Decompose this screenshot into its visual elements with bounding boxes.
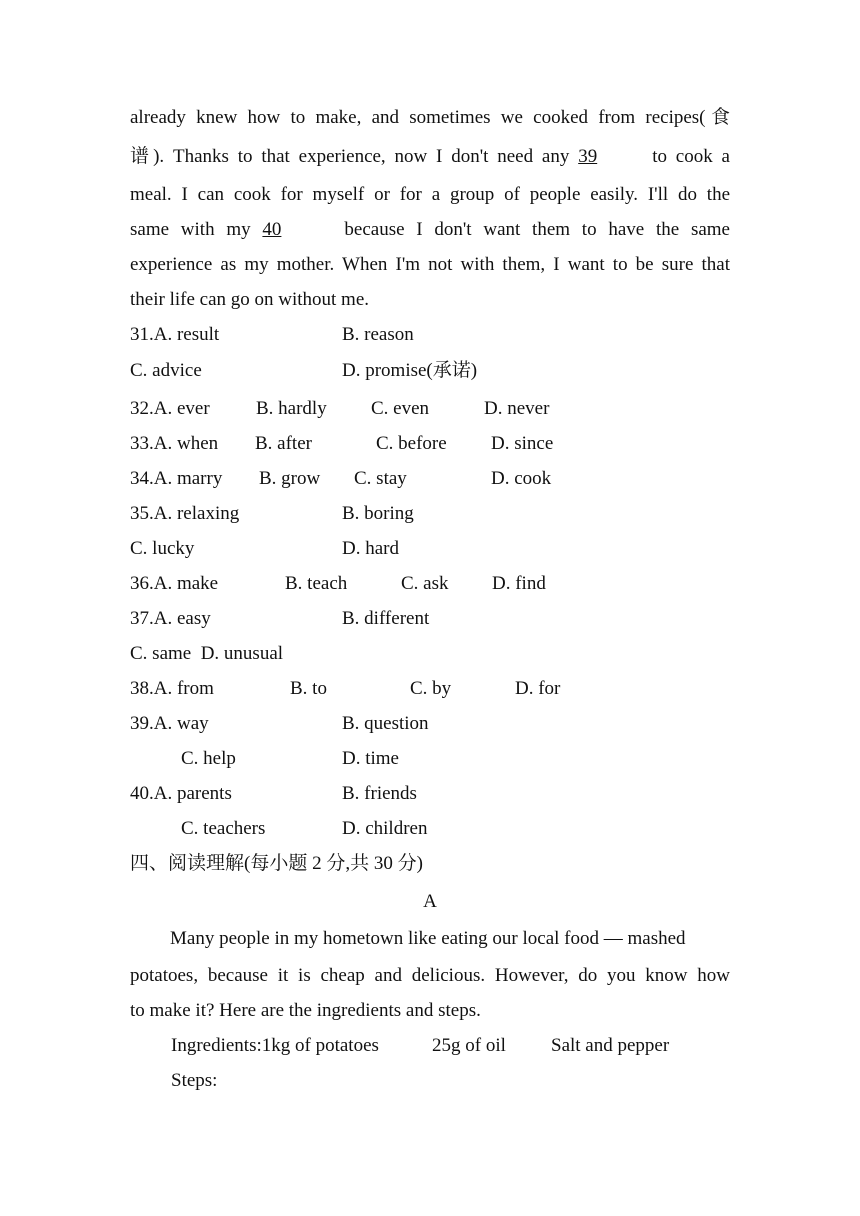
- q33-option-a: 33.A. when: [130, 433, 219, 454]
- passage-line-4: [130, 218, 730, 242]
- blank-39: 39: [578, 146, 598, 167]
- q40-option-d: D. children: [342, 818, 428, 839]
- passage-line-2: [130, 145, 730, 169]
- q36-option-a: 36.A. make: [130, 573, 219, 594]
- passage-line-2-end: to cook a: [652, 146, 730, 167]
- reading-para-line-1: Many people in my hometown like eating our local food — mashed: [170, 928, 686, 949]
- passage-line-4-start: same with my: [130, 219, 251, 240]
- q33-option-b: B. after: [255, 433, 312, 454]
- q32-option-a: 32.A. ever: [130, 398, 210, 419]
- q40-option-b: B. friends: [342, 783, 417, 804]
- ingredients-label: Ingredients:1kg of potatoes: [171, 1035, 379, 1056]
- q39-option-a: 39.A. way: [130, 713, 209, 734]
- passage-line-4-end: because I don't want them to have the same: [344, 219, 730, 240]
- passage-line-2-start: 谱). Thanks to that experience, now I don't need any: [130, 146, 570, 167]
- q40-option-c: C. teachers: [181, 818, 266, 839]
- passage-line-5: experience as my mother. When I'm not with them, I want to be sure that: [130, 254, 730, 275]
- section-label: A: [423, 891, 437, 912]
- passage-line-1: already knew how to make, and sometimes we cooked from recipes(食: [130, 107, 730, 128]
- q38-option-b: B. to: [290, 678, 327, 699]
- q36-option-c: C. ask: [401, 573, 449, 594]
- q37-option-b: B. different: [342, 608, 430, 629]
- q33-option-c: C. before: [376, 433, 447, 454]
- q33-option-d: D. since: [491, 433, 554, 454]
- q35-option-b: B. boring: [342, 503, 414, 524]
- reading-para-line-2: potatoes, because it is cheap and delicious. However, do you know how: [130, 965, 730, 986]
- section-heading: 四、阅读理解(每小题 2 分,共 30 分): [130, 853, 423, 874]
- q37-option-a: 37.A. easy: [130, 608, 211, 629]
- q31-option-a: 31.A. result: [130, 324, 220, 345]
- q39-option-d: D. time: [342, 748, 399, 769]
- steps-label: Steps:: [171, 1070, 218, 1091]
- passage-line-3: meal. I can cook for myself or for a group of people easily. I'll do the: [130, 184, 730, 205]
- passage-line-6: their life can go on without me.: [130, 289, 370, 310]
- q31-option-d: D. promise(承诺): [342, 360, 478, 381]
- reading-para-line-3: to make it? Here are the ingredients and steps.: [130, 1000, 481, 1021]
- q31-option-c: C. advice: [130, 360, 202, 381]
- q38-option-a: 38.A. from: [130, 678, 214, 699]
- q34-option-b: B. grow: [259, 468, 321, 489]
- q36-option-b: B. teach: [285, 573, 348, 594]
- q34-option-c: C. stay: [354, 468, 407, 489]
- q38-option-d: D. for: [515, 678, 561, 699]
- q40-option-a: 40.A. parents: [130, 783, 232, 804]
- q35-option-c: C. lucky: [130, 538, 195, 559]
- q39-option-b: B. question: [342, 713, 429, 734]
- q38-option-c: C. by: [410, 678, 452, 699]
- q34-option-d: D. cook: [491, 468, 552, 489]
- q32-option-b: B. hardly: [256, 398, 327, 419]
- q36-option-d: D. find: [492, 573, 546, 594]
- ingredient-salt-pepper: Salt and pepper: [551, 1035, 670, 1056]
- ingredient-oil: 25g of oil: [432, 1035, 506, 1056]
- q35-option-a: 35.A. relaxing: [130, 503, 240, 524]
- q31-option-b: B. reason: [342, 324, 414, 345]
- q32-option-c: C. even: [371, 398, 430, 419]
- q34-option-a: 34.A. marry: [130, 468, 223, 489]
- q32-option-d: D. never: [484, 398, 550, 419]
- blank-40: 40: [262, 219, 282, 240]
- q35-option-d: D. hard: [342, 538, 399, 559]
- q39-option-c: C. help: [181, 748, 236, 769]
- q37-option-c-d: C. same D. unusual: [130, 643, 284, 664]
